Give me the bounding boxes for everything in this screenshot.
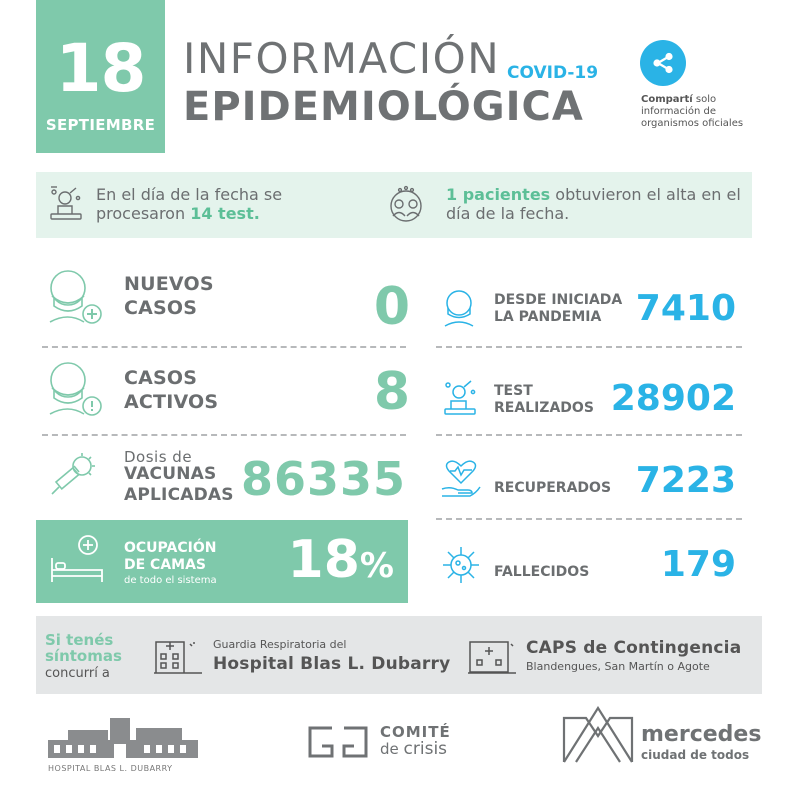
divider [42, 346, 406, 348]
symptoms-band [36, 616, 762, 694]
symptoms-title-line1: Si tenés [45, 631, 114, 649]
discharged-text [446, 185, 746, 223]
divider [436, 518, 742, 520]
tests-total-label-line1: TEST [494, 383, 533, 399]
share-note-text: solo información de organismos oficiales [641, 94, 744, 129]
date-day: 18 [55, 30, 146, 107]
hospital-building-icon [154, 638, 202, 674]
deceased-label: FALLECIDOS [494, 564, 590, 580]
since-pandemic-value: 7410 [635, 288, 736, 329]
vaccines-label-line1: VACUNAS [124, 464, 217, 484]
active-cases-label [124, 366, 218, 414]
caps-title: CAPS de Contingencia [526, 638, 742, 658]
bed-occupancy-label-line1: OCUPACIÓN [124, 540, 217, 556]
tests-processed-count: 14 test. [190, 204, 260, 223]
share-note-bold: Compartí [641, 94, 693, 105]
masked-person-plus-icon [42, 266, 104, 328]
deceased-value: 179 [660, 544, 736, 585]
new-cases-value: 0 [373, 277, 410, 337]
title-epidemiologica: EPIDEMIOLÓGICA [183, 84, 584, 130]
percent-sign: % [359, 546, 394, 586]
recovered-value: 7223 [635, 460, 736, 501]
divider [42, 434, 406, 436]
title-informacion: INFORMACIÓN [183, 34, 501, 83]
mercedes-tagline: ciudad de todos [641, 748, 750, 762]
comite-word: COMITÉ [380, 723, 451, 741]
tests-processed-text [96, 185, 356, 223]
caps-building-icon [468, 638, 516, 674]
share-icon[interactable] [640, 40, 686, 86]
vaccine-doses-small: Dosis de [124, 448, 193, 466]
date-badge [36, 0, 165, 153]
new-cases-label-line1: NUEVOS [124, 273, 214, 295]
hospital-name: Hospital Blas L. Dubarry [213, 654, 451, 674]
bed-occupancy-number: 18 [287, 530, 360, 590]
heart-hand-icon [440, 459, 482, 499]
mercedes-logo [562, 706, 634, 764]
vaccines-label-line2: APLICADAS [124, 485, 234, 505]
lab-microscope-icon [48, 184, 84, 224]
hospital-bed-icon [48, 532, 106, 588]
symptoms-title [45, 632, 122, 664]
new-cases-label [124, 272, 214, 320]
active-cases-label-line2: ACTIVOS [124, 391, 219, 413]
active-cases-label-line1: CASOS [124, 367, 198, 389]
hospital-logo-text: HOSPITAL BLAS L. DUBARRY [48, 764, 173, 773]
crisis-word: crisis [403, 739, 448, 759]
discharged-count: 1 pacientes [446, 185, 551, 204]
new-cases-label-line2: CASOS [124, 297, 198, 319]
bed-occupancy-sub: de todo el sistema [124, 575, 217, 586]
share-note [641, 94, 771, 130]
masked-person-icon [440, 288, 480, 328]
bed-occupancy-value [287, 530, 394, 590]
hospital-logo [48, 714, 198, 762]
virus-icon [441, 545, 481, 585]
bed-occupancy-label-line2: DE CAMAS [124, 557, 207, 573]
since-pandemic-label-line1: DESDE INICIADA [494, 292, 623, 308]
comite-crisis-text [380, 724, 451, 758]
vaccine-syringe-icon [46, 450, 98, 502]
mercedes-name: mercedes [641, 722, 762, 747]
since-pandemic-label-line2: LA PANDEMIA [494, 309, 602, 325]
lab-test-icon [442, 377, 480, 417]
comite-crisis-logo [304, 722, 372, 762]
symptoms-concurri: concurrí a [45, 666, 110, 681]
discharged-patients-icon [388, 184, 424, 224]
since-pandemic-label [494, 292, 622, 326]
divider [436, 346, 742, 348]
comite-de: de [380, 740, 404, 758]
vaccines-value: 86335 [240, 452, 406, 506]
masked-person-alert-icon [42, 358, 104, 420]
recovered-label: RECUPERADOS [494, 480, 612, 496]
daily-info-band [36, 172, 752, 238]
symptoms-title-line2: síntomas [45, 647, 122, 665]
tests-total-label-line2: REALIZADOS [494, 400, 594, 416]
vaccines-label [124, 464, 234, 506]
tests-total-label [494, 383, 594, 417]
tests-total-value: 28902 [610, 378, 736, 419]
guardia-text: Guardia Respiratoria del [213, 638, 347, 651]
bed-occupancy-box [36, 520, 408, 603]
tests-processed-prefix: En el día de la fecha se procesaron [96, 185, 283, 223]
date-month: SEPTIEMBRE [45, 116, 156, 134]
bed-occupancy-label [124, 540, 216, 574]
discharged-suffix: obtuvieron el alta en el día de la fecha. [446, 185, 741, 223]
active-cases-value: 8 [373, 362, 410, 422]
divider [436, 434, 742, 436]
caps-locations: Blandengues, San Martín o Agote [526, 660, 710, 673]
title-covid-tag: COVID-19 [507, 63, 599, 83]
share-icon-glyph [650, 50, 676, 76]
